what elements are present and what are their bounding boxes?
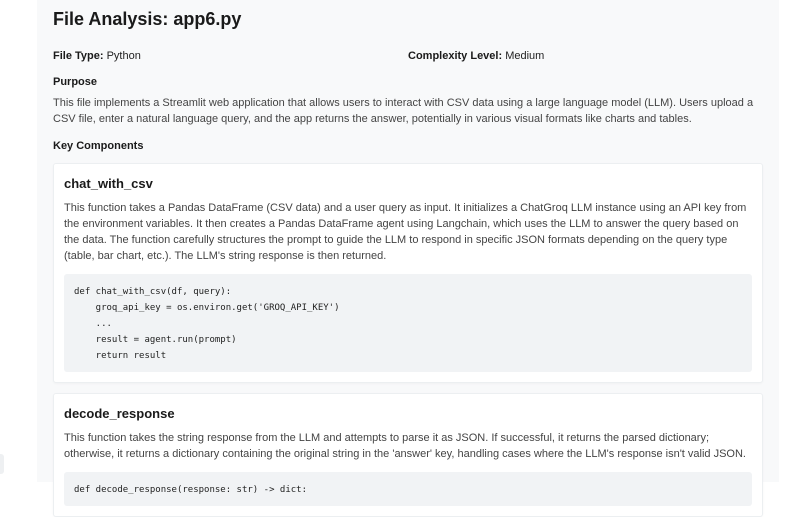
complexity-label: Complexity Level:	[408, 50, 503, 62]
code-line: groq_api_key = os.environ.get('GROQ_API_KEY')	[74, 303, 340, 313]
component-title: decode_response	[64, 406, 175, 421]
file-type-label: File Type:	[53, 50, 104, 62]
scroll-edge-marker	[0, 454, 4, 474]
code-block	[64, 472, 752, 506]
file-type-value: Python	[106, 50, 141, 62]
key-components-heading: Key Components	[53, 140, 144, 152]
code-line: return result	[74, 351, 167, 361]
purpose-heading: Purpose	[53, 76, 98, 88]
page-title: File Analysis: app6.py	[53, 9, 242, 29]
component-description: This function takes the string response from the LLM and attempts to parse it as JSON. If successful, it returns the parsed dictionary; otherwise, it returns a dictionary containing the original string in the 'answer' key, handling cases where the LLM's response isn't valid JSON.	[64, 432, 746, 460]
component-title: chat_with_csv	[64, 176, 153, 191]
component-description: This function takes a Pandas DataFrame (CSV data) and a user query as input. It initializes a ChatGroq LLM instance using an API key from the environment variables. It then creates a Pandas DataFrame agent using Langchain, which uses the LLM to answer the query based on the data. The function carefully structures the prompt to guide the LLM to respond in specific JSON formats depending on the query type (table, bar chart, etc.). The LLM's string response is then returned.	[64, 202, 747, 262]
code-line: ...	[74, 319, 112, 329]
code-block	[64, 274, 752, 372]
file-meta	[53, 49, 763, 63]
complexity-level	[408, 49, 763, 63]
purpose-text: This file implements a Streamlit web application that allows users to interact with CSV data using a large language model (LLM). Users upload a CSV file, enter a natural language query, and the app returns the answer, potentially in various visual formats like charts and tables.	[53, 97, 754, 125]
code-line: def chat_with_csv(df, query):	[74, 287, 232, 297]
complexity-value: Medium	[505, 50, 545, 62]
code-line: result = agent.run(prompt)	[74, 335, 237, 345]
code-line: def decode_response(response: str) -> dict:	[74, 485, 307, 495]
component-card-chat-with-csv	[53, 163, 763, 383]
file-type	[53, 49, 408, 63]
analysis-panel	[37, 0, 779, 495]
component-card-decode-response	[53, 393, 763, 517]
